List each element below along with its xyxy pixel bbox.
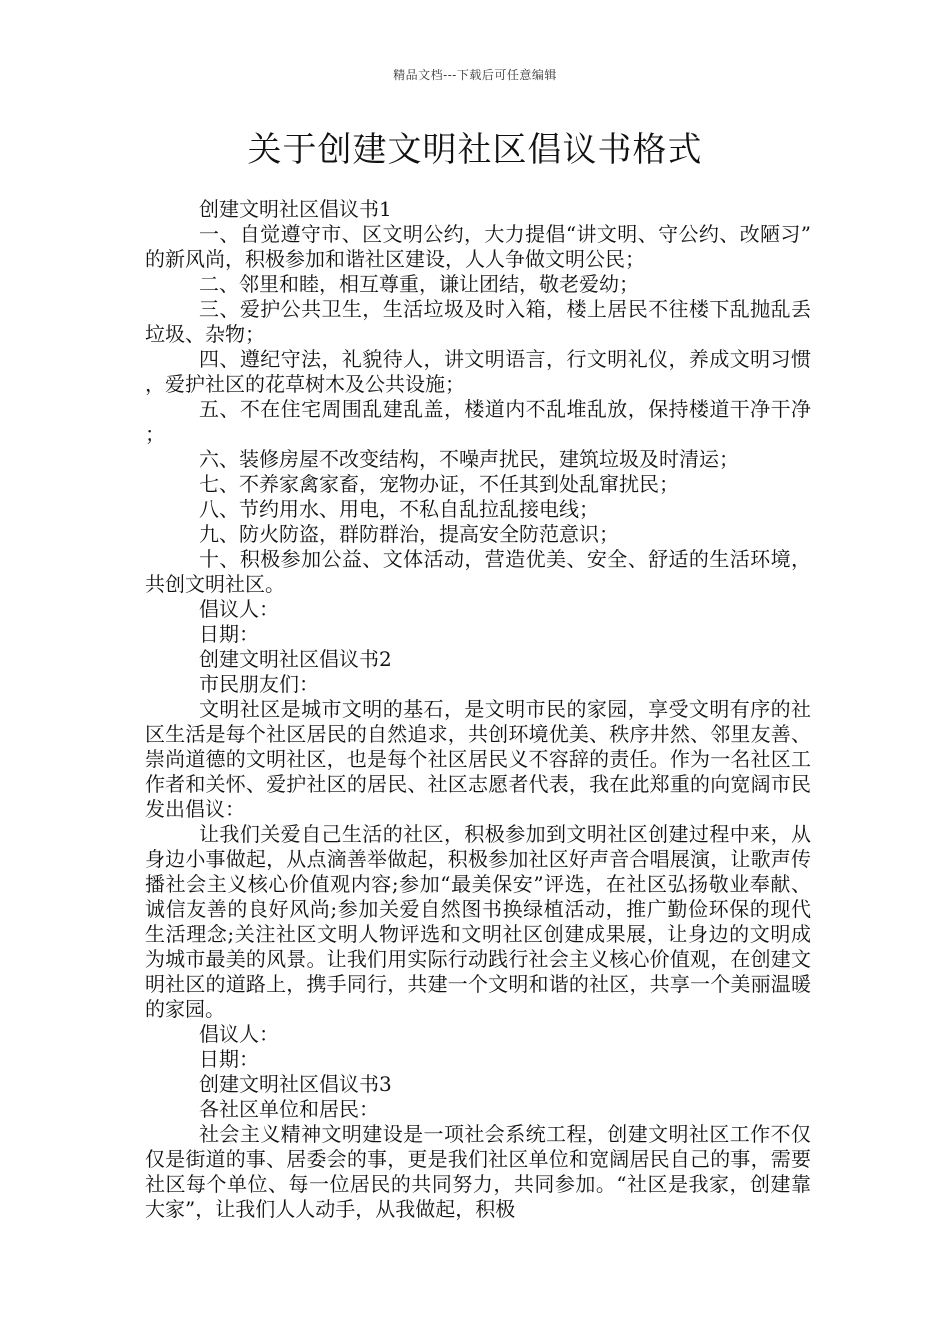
proposal-item-3: 三、爱护公共卫生，生活垃圾及时入箱，楼上居民不往楼下乱抛乱丢垃圾、杂物； xyxy=(145,297,811,346)
section-heading-3: 创建文明社区倡议书3 xyxy=(199,1072,392,1096)
header-note: 精品文档---下载后可任意编辑 xyxy=(393,68,557,82)
section-heading-2: 创建文明社区倡议书2 xyxy=(199,647,392,671)
proposal-item-7: 七、不养家禽家畜，宠物办证，不任其到处乱窜扰民； xyxy=(199,472,679,496)
body-paragraph: 让我们关爱自己生活的社区，积极参加到文明社区创建过程中来，从身边小事做起，从点滴善举做起，积极参加社区好声音合唱展演，让歌声传播社会主义核心价值观内容;参加“最美保安”评选，在社区弘扬敬业奉献、诚信友善的良好风尚;参加关爱自然图书换绿植活动，推广勤俭环保的现代生活理念;关注社区文明人物评选和文明社区创建成果展，让身边的文明成为城市最美的风景。让我们用实际行动践行社会主义核心价值观，在创建文明社区的道路上，携手同行，共建一个文明和谐的社区，共享一个美丽温暖的家园。 xyxy=(145,822,811,1021)
proposal-item-6: 六、装修房屋不改变结构，不噪声扰民，建筑垃圾及时清运； xyxy=(199,447,739,471)
date-label: 日期： xyxy=(199,622,259,646)
body-paragraph: 社会主义精神文明建设是一项社会系统工程，创建文明社区工作不仅仅是街道的事、居委会的事，更是我们社区单位和宽阔居民自己的事，需要社区每个单位、每一位居民的共同努力，共同参加。“社区是我家，创建靠大家”，让我们人人动手，从我做起，积极 xyxy=(145,1122,811,1221)
document-title: 关于创建文明社区倡议书格式 xyxy=(247,130,703,170)
proposer-label: 倡议人： xyxy=(199,597,279,621)
body-paragraph: 文明社区是城市文明的基石，是文明市民的家园，享受文明有序的社区生活是每个社区居民的自然追求，共创环境优美、秩序井然、邻里友善、崇尚道德的文明社区，也是每个社区居民义不容辞的责任。作为一名社区工作者和关怀、爱护社区的居民、社区志愿者代表，我在此郑重的向宽阔市民发出倡议： xyxy=(145,697,811,821)
proposal-item-2: 二、邻里和睦，相互尊重，谦让团结，敬老爱幼； xyxy=(199,272,639,296)
salutation: 市民朋友们： xyxy=(199,672,319,696)
proposal-item-9: 九、防火防盗，群防群治，提高安全防范意识； xyxy=(199,522,619,546)
proposal-item-4: 四、遵纪守法，礼貌待人，讲文明语言，行文明礼仪，养成文明习惯，爱护社区的花草树木及公共设施； xyxy=(145,347,811,396)
salutation: 各社区单位和居民： xyxy=(199,1097,379,1121)
proposal-item-10: 十、积极参加公益、文体活动，营造优美、安全、舒适的生活环境，共创文明社区。 xyxy=(145,547,811,596)
proposal-item-8: 八、节约用水、用电，不私自乱拉乱接电线； xyxy=(199,497,599,521)
section-heading-1: 创建文明社区倡议书1 xyxy=(199,197,392,221)
document-body xyxy=(145,197,811,1222)
proposer-label: 倡议人： xyxy=(199,1022,279,1046)
date-label: 日期： xyxy=(199,1047,259,1071)
proposal-item-1: 一、自觉遵守市、区文明公约，大力提倡“讲文明、守公约、改陋习”的新风尚，积极参加和谐社区建设，人人争做文明公民； xyxy=(145,222,811,271)
proposal-item-5: 五、不在住宅周围乱建乱盖，楼道内不乱堆乱放，保持楼道干净干净； xyxy=(145,397,811,446)
